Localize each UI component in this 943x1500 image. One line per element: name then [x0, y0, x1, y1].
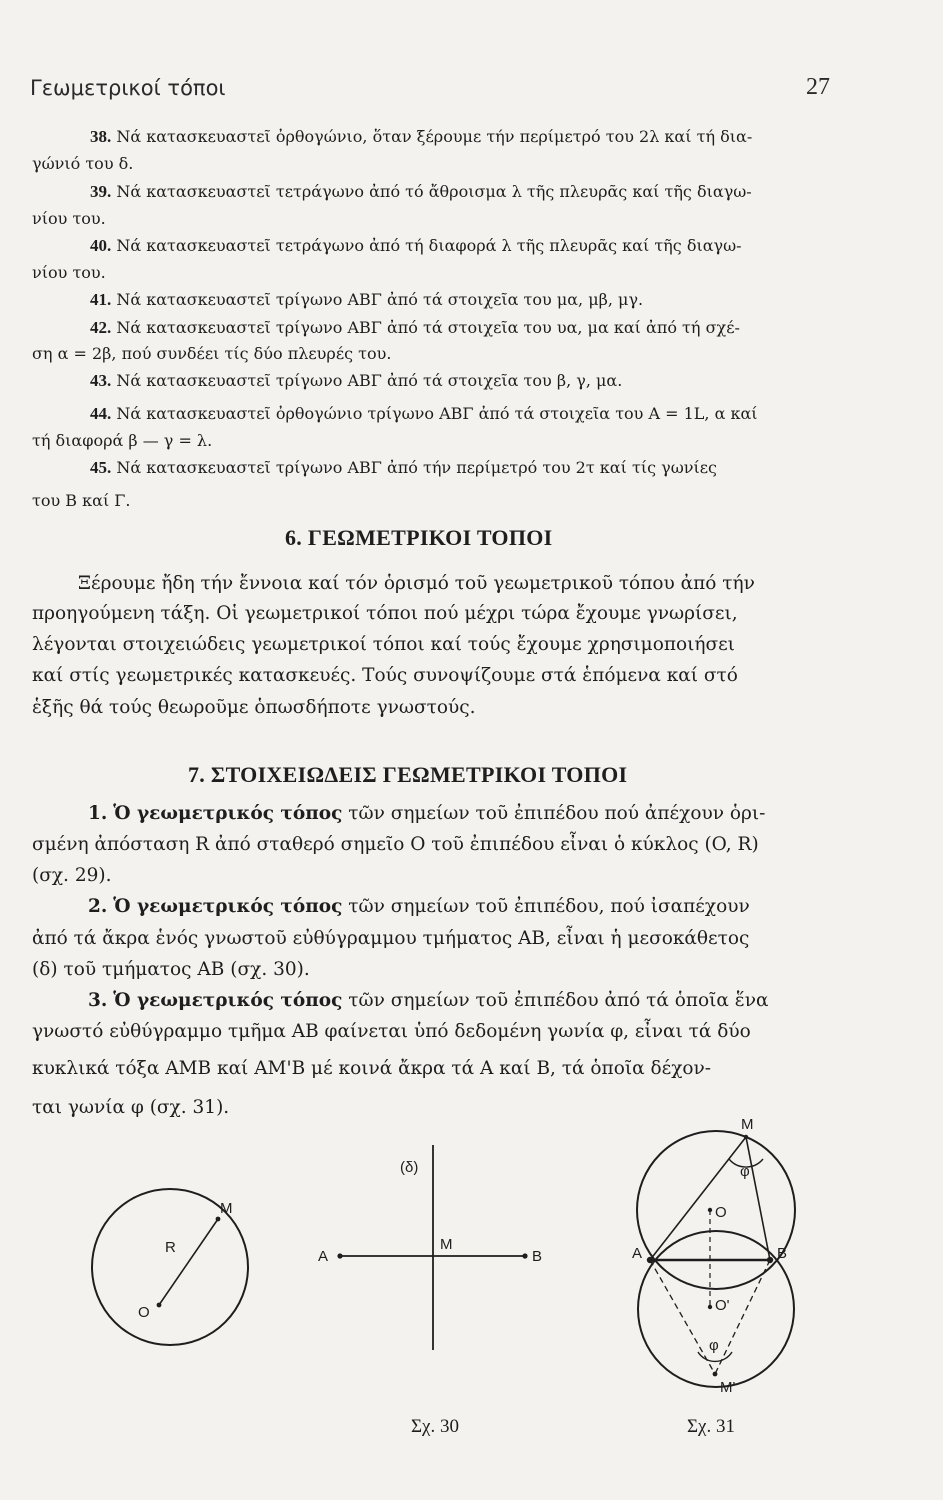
exercise-44-cont: τή διαφορά β — γ = λ.	[32, 431, 213, 450]
point-b-dot	[522, 1253, 527, 1258]
exercise-41: 41. Νά κατασκευαστεῖ τρίγωνο ΑΒΓ ἀπό τά στοιχεῖα του μα, μβ, μγ.	[90, 290, 644, 309]
locus-1-line: (σχ. 29).	[32, 865, 112, 886]
running-header-title: Γεωμετρικοί τόποι	[30, 76, 226, 100]
locus-3-line: γνωστό εὐθύγραμμο τμῆμα ΑΒ φαίνεται ὑπό δεδομένη γωνία φ, εἶναι τά δύο	[32, 1021, 751, 1042]
exercise-42-cont: ση α = 2β, πού συνδέει τίς δύο πλευρές του.	[32, 344, 392, 363]
point-m2-dot	[713, 1372, 718, 1377]
exercise-38-cont: γώνιό του δ.	[32, 154, 134, 173]
section-6-line: ἑξῆς θά τούς θεωροῦμε ὁπωσδήποτε γνωστούς.	[32, 697, 476, 718]
label-o: O	[138, 1304, 150, 1321]
point-o-dot	[157, 1303, 162, 1308]
page-number: 27	[806, 74, 830, 100]
exercise-40: 40. Νά κατασκευαστεῖ τετράγωνο ἀπό τή διαφορά λ τῆς πλευρᾶς καί τῆς διαγω-	[90, 236, 742, 255]
exercise-42: 42. Νά κατασκευαστεῖ τρίγωνο ΑΒΓ ἀπό τά στοιχεῖα του υα, μα καί ἀπό τή σχέ-	[90, 318, 740, 337]
exercise-39: 39. Νά κατασκευαστεῖ τετράγωνο ἀπό τό ἄθροισμα λ τῆς πλευρᾶς καί τῆς διαγω-	[90, 182, 752, 201]
point-b-dot	[767, 1257, 773, 1263]
locus-3-line: ται γωνία φ (σχ. 31).	[32, 1097, 230, 1118]
section-6-line: Ξέρουμε ἤδη τήν ἔννοια καί τόν ὁρισμό τοῦ γεωμετρικοῦ τόπου ἀπό τήν	[78, 573, 755, 594]
locus-2-line: ἀπό τά ἄκρα ἑνός γνωστοῦ εὐθύγραμμου τμήματος ΑΒ, εἶναι ἡ μεσοκάθετος	[32, 928, 750, 949]
section-6-title: 6. ΓΕΩΜΕΤΡΙΚΟΙ ΤΟΠΟΙ	[285, 525, 553, 550]
label-m: M	[220, 1200, 233, 1217]
label-m2: M'	[720, 1379, 736, 1396]
locus-1-line: 1. Ὁ γεωμετρικός τόπος τῶν σημείων τοῦ ἐπιπέδου πού ἀπέχουν ὁρι-	[88, 803, 766, 824]
exercise-45: 45. Νά κατασκευαστεῖ τρίγωνο ΑΒΓ ἀπό τήν περίμετρό του 2τ καί τίς γωνίες	[90, 458, 717, 477]
exercise-45-cont: του Β καί Γ.	[32, 491, 131, 510]
point-o2-dot	[708, 1305, 712, 1309]
point-o-dot	[708, 1208, 712, 1212]
section-7-title: 7. ΣΤΟΙΧΕΙΩΔΕΙΣ ΓΕΩΜΕΤΡΙΚΟΙ ΤΟΠΟΙ	[188, 762, 628, 787]
locus-1-line: σμένη ἀπόσταση R ἀπό σταθερό σημεῖο Ο τοῦ ἐπιπέδου εἶναι ὁ κύκλος (O, R)	[32, 834, 759, 855]
point-m-dot	[216, 1217, 221, 1222]
label-m: M	[741, 1116, 754, 1133]
figure-29	[70, 1165, 270, 1370]
point-a-dot	[337, 1253, 342, 1258]
label-phi-bottom: φ	[709, 1337, 719, 1354]
label-b: B	[532, 1248, 543, 1265]
point-m-dot	[744, 1135, 748, 1139]
locus-2-line: (δ) τοῦ τμήματος ΑΒ (σχ. 30).	[32, 959, 310, 980]
section-6-line: καί στίς γεωμετρικές κατασκευές. Τούς συνοψίζουμε στά ἑπόμενα καί στό	[32, 665, 738, 686]
locus-2-line: 2. Ὁ γεωμετρικός τόπος τῶν σημείων τοῦ ἐπιπέδου, πού ἰσαπέχουν	[88, 896, 750, 917]
locus-3-line: κυκλικά τόξα ΑΜΒ καί ΑΜ'Β μέ κοινά ἄκρα τά Α καί Β, τά ὁποῖα δέχον-	[32, 1058, 712, 1079]
locus-3-line: 3. Ὁ γεωμετρικός τόπος τῶν σημείων τοῦ ἐπιπέδου ἀπό τά ὁποῖα ἕνα	[88, 990, 769, 1011]
figure-30-caption: Σχ. 30	[411, 1416, 459, 1437]
label-o: O	[715, 1204, 727, 1221]
label-b: B	[777, 1245, 788, 1262]
label-r: R	[165, 1239, 176, 1256]
exercise-39-cont: νίου του.	[32, 209, 106, 228]
point-a-dot	[647, 1257, 653, 1263]
segment-am2-dashed	[650, 1260, 715, 1374]
label-delta: (δ)	[400, 1159, 419, 1176]
exercise-38: 38. Νά κατασκευαστεῖ ὀρθογώνιο, ὅταν ξέρουμε τήν περίμετρό του 2λ καί τή δια-	[90, 127, 753, 146]
label-phi-top: φ	[740, 1163, 750, 1180]
figure-31	[620, 1115, 835, 1415]
exercise-43: 43. Νά κατασκευαστεῖ τρίγωνο ΑΒΓ ἀπό τά στοιχεῖα του β, γ, μα.	[90, 371, 623, 390]
section-6-line: λέγονται στοιχειώδεις γεωμετρικοί τόποι καί τούς ἔχουμε χρησιμοποιήσει	[32, 634, 735, 655]
label-a: A	[318, 1248, 329, 1265]
figure-31-caption: Σχ. 31	[687, 1416, 735, 1437]
segment-am	[650, 1137, 746, 1260]
label-a: A	[632, 1245, 643, 1262]
segment-bm2-dashed	[715, 1260, 770, 1374]
figure-30	[300, 1140, 570, 1440]
radius-segment	[159, 1219, 218, 1305]
label-m: M	[440, 1236, 453, 1253]
exercise-40-cont: νίου του.	[32, 263, 106, 282]
exercise-44: 44. Νά κατασκευαστεῖ ὀρθογώνιο τρίγωνο ΑΒΓ ἀπό τά στοιχεῖα του Α = 1L, α καί	[90, 404, 758, 423]
label-o2: O'	[715, 1297, 730, 1314]
segment-bm	[746, 1137, 770, 1260]
section-6-line: προηγούμενη τάξη. Οἱ γεωμετρικοί τόποι πού μέχρι τώρα ἔχουμε γνωρίσει,	[32, 603, 738, 624]
